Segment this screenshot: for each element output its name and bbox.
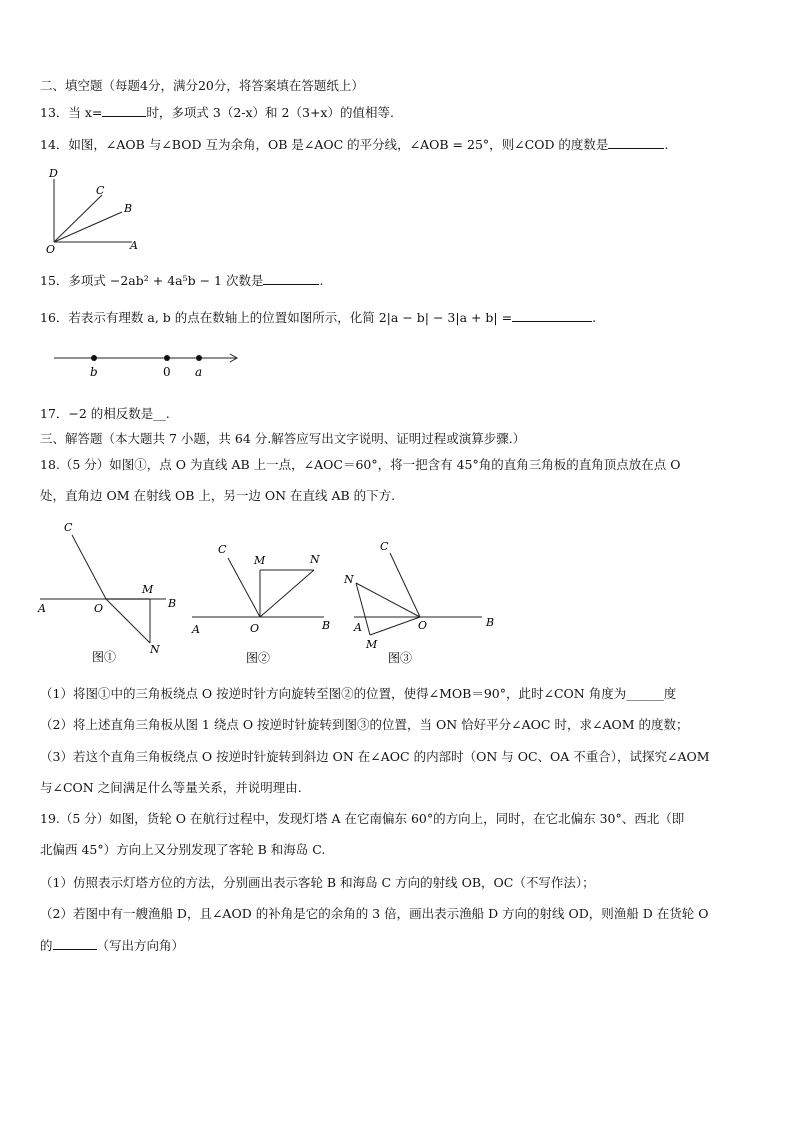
q19-p2b-text-a: 的	[40, 938, 53, 953]
q16-answer-blank	[512, 309, 592, 322]
q19-part-1: （1）仿照表示灯塔方位的方法，分别画出表示客轮 B 和海岛 C 方向的射线 OB，OC（不写作法）；	[40, 875, 595, 890]
q18-line-2: 处，直角边 OM 在射线 OB 上，另一边 ON 在直线 AB 的下方.	[40, 488, 396, 503]
q16-point-a	[196, 355, 202, 361]
fig3-label-a: A	[354, 621, 362, 634]
fig2-label-o: O	[250, 622, 260, 635]
fig2-label-b: B	[322, 619, 331, 632]
q18-figure-1	[34, 515, 184, 670]
fig2-label-m: M	[254, 554, 266, 567]
q14-label-o: O	[46, 243, 56, 256]
q18-part-3a: （3）若这个直角三角板绕点 O 按逆时针旋转到斜边 ON 在∠AOC 的内部时（ON 与 OC、OA 不重合），试探究∠AOM	[40, 749, 710, 764]
q16-label-b: b	[90, 365, 98, 379]
q13-text-a: 13．当 x=	[40, 105, 103, 120]
q18-part-1: （1）将图①中的三角板绕点 O 按逆时针方向旋转至图②的位置，使得∠MOB＝90°，此时∠CON 角度为______度	[40, 686, 677, 701]
fig1-caption: 图①	[92, 650, 117, 664]
section-2-title: 二、填空题（每题4分，满分20分，将答案填在答题纸上）	[40, 78, 364, 93]
q14-label-c: C	[96, 184, 105, 197]
fig2-caption: 图②	[246, 651, 271, 665]
q16-number-line	[50, 348, 250, 382]
q16-label-a: a	[195, 365, 203, 379]
fig3-label-c: C	[380, 540, 389, 553]
q19-answer-blank	[53, 937, 97, 950]
fig1-label-m: M	[142, 583, 154, 596]
q15-text-a: 15．多项式 −2ab² + 4a⁵b − 1 次数是	[40, 273, 264, 288]
q18-line-1: 18.（5 分）如图①，点 O 为直线 AB 上一点，∠AOC＝60°，将一把含有 45°角的直角三角板的直角顶点放在点 O	[40, 457, 681, 472]
fig3-label-n: N	[344, 573, 354, 586]
q14-text-a: 14．如图，∠AOB 与∠BOD 互为余角，OB 是∠AOC 的平分线，∠AOB = 25°，则∠COD 的度数是	[40, 137, 609, 152]
fig3-caption: 图③	[388, 651, 413, 665]
q16-label-zero: 0	[163, 365, 171, 379]
fig2-label-c: C	[218, 543, 227, 556]
q16-text-a: 16．若表示有理数 a, b 的点在数轴上的位置如图所示，化简 2|a − b| − 3|a + b| =	[40, 310, 513, 325]
fig1-label-n: N	[150, 643, 160, 656]
q14-answer-blank	[608, 136, 664, 149]
fig2-label-n: N	[310, 553, 320, 566]
fig3-label-b: B	[486, 616, 495, 629]
q15-answer-blank	[263, 272, 319, 285]
q14-text-b: .	[664, 137, 669, 152]
q14-label-a: A	[130, 239, 138, 252]
question-15	[40, 272, 323, 289]
fig3-label-m: M	[366, 638, 378, 651]
q19-line-2: 北偏西 45°）方向上又分别发现了客轮 B 和海岛 C.	[40, 842, 326, 857]
q19-part-2a: （2）若图中有一艘渔船 D，且∠AOD 的补角是它的余角的 3 倍，画出表示渔船 D 方向的射线 OD，则渔船 D 在货轮 O	[40, 906, 709, 921]
question-17: 17．−2 的相反数是__.	[40, 406, 170, 421]
q16-point-zero	[164, 355, 170, 361]
fig1-label-c: C	[64, 521, 73, 534]
fig3-label-o: O	[418, 619, 428, 632]
q14-angle-figure	[40, 165, 150, 257]
q16-text-b: .	[592, 310, 597, 325]
q14-label-d: D	[49, 167, 58, 180]
q19-line-1: 19.（5 分）如图，货轮 O 在航行过程中，发现灯塔 A 在它南偏东 60°的方向上，同时，在它北偏东 30°、西北（即	[40, 811, 685, 826]
fig1-label-a: A	[38, 602, 46, 615]
q16-point-b	[91, 355, 97, 361]
q18-figure-2	[186, 540, 336, 670]
question-14	[40, 136, 668, 153]
q19-p2b-text-b: （写出方向角）	[96, 938, 185, 953]
q18-part-3b: 与∠CON 之间满足什么等量关系，并说明理由.	[40, 780, 302, 795]
q18-figure-3	[340, 535, 500, 670]
question-13	[40, 104, 394, 121]
q18-part-2: （2）将上述直角三角板从图 1 绕点 O 按逆时针旋转到图③的位置，当 ON 恰好平分∠AOC 时，求∠AOM 的度数；	[40, 717, 689, 732]
q14-label-b: B	[124, 202, 133, 215]
q19-part-2b	[40, 937, 184, 954]
q13-text-b: 时，多项式 3（2-x）和 2（3+x）的值相等.	[146, 105, 394, 120]
q13-answer-blank	[102, 104, 146, 117]
fig1-label-b: B	[168, 597, 177, 610]
section-3-title: 三、解答题（本大题共 7 小题，共 64 分.解答应写出文字说明、证明过程或演算步骤.）	[40, 431, 526, 446]
q15-text-b: .	[319, 273, 324, 288]
fig2-label-a: A	[192, 623, 200, 636]
fig1-label-o: O	[94, 602, 104, 615]
question-16	[40, 309, 596, 326]
